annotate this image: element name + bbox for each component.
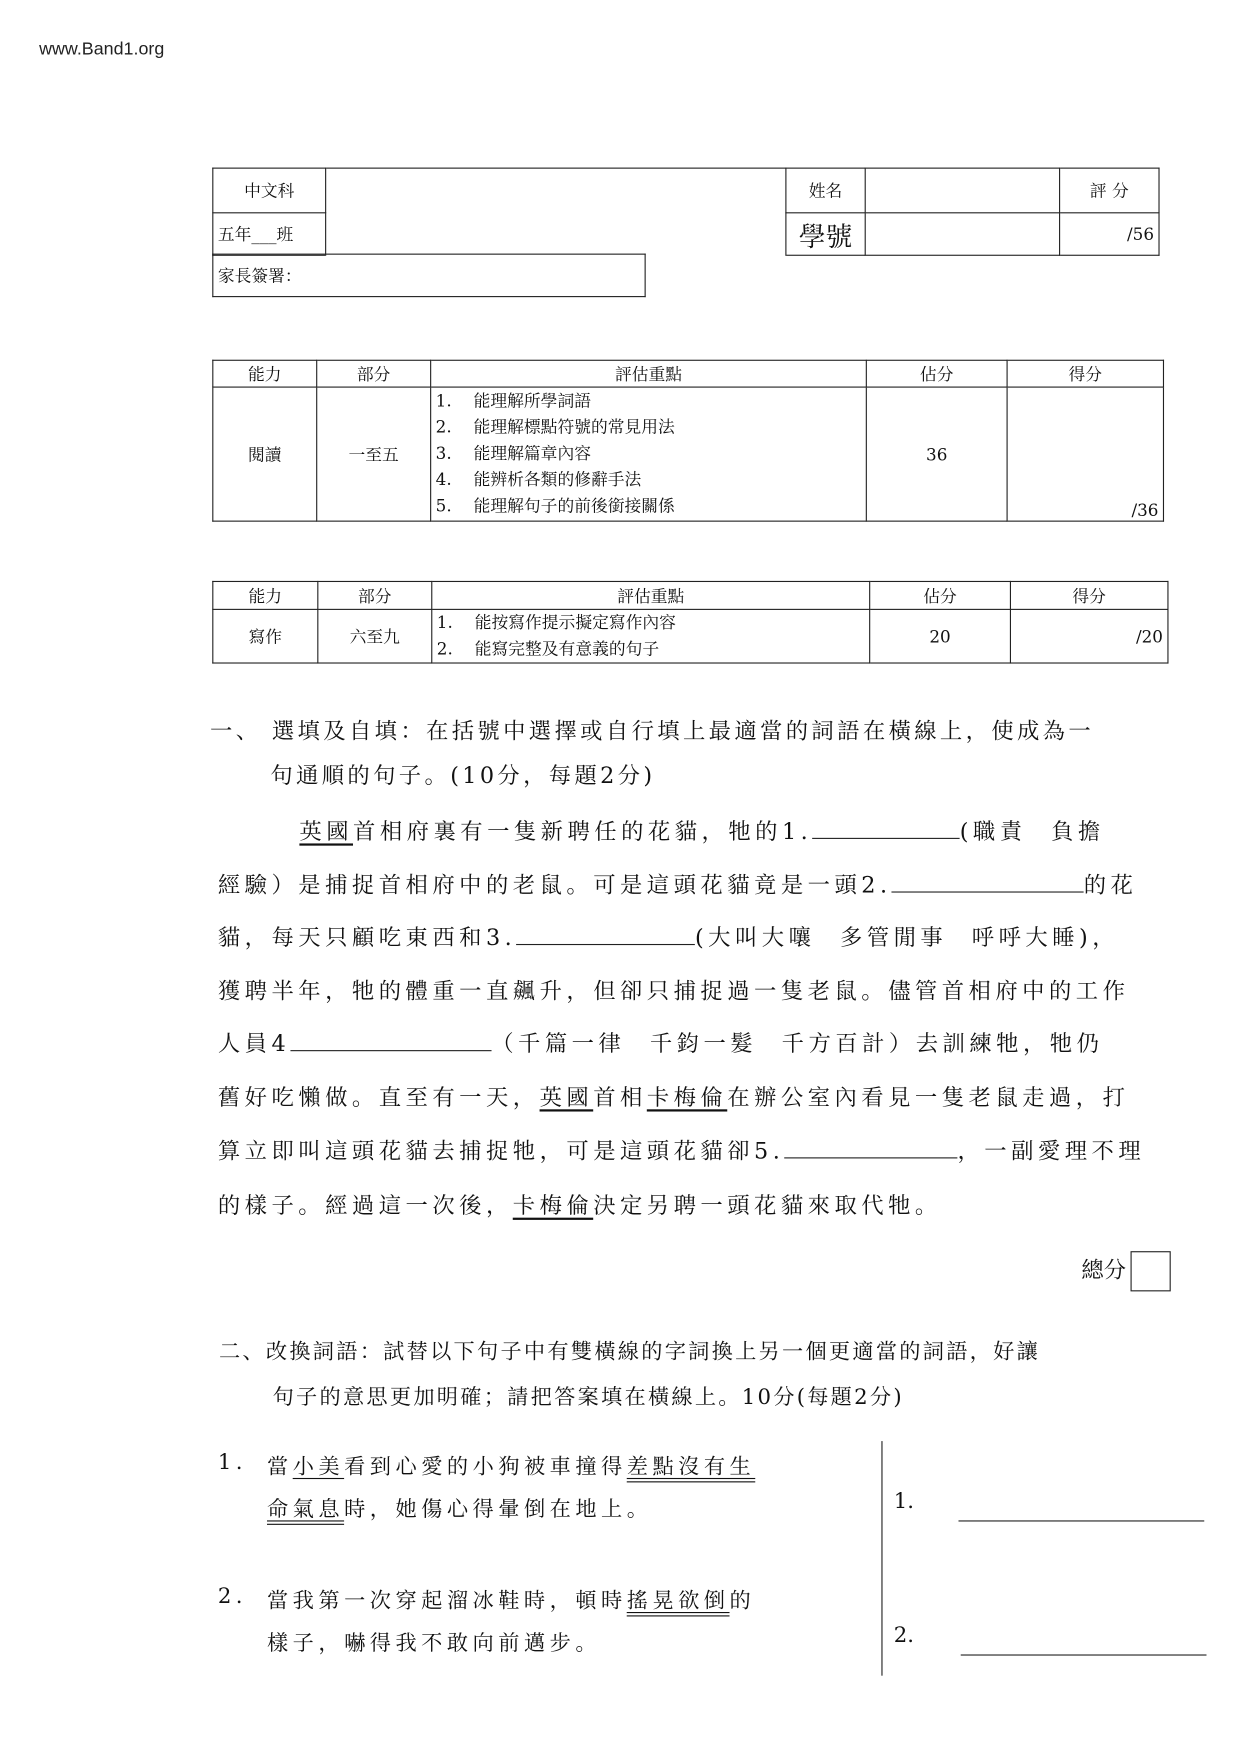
proper-noun: 小美 [292, 1454, 345, 1480]
criterion-text: 能按寫作提示擬定寫作內容 [474, 612, 676, 633]
text-segment: 時，她傷心得暈倒在地上。 [344, 1496, 653, 1522]
subject-label: 中文科 [213, 168, 326, 213]
col-header: 能力 [213, 581, 318, 609]
text-segment: ，一副愛理不理 [957, 1137, 1146, 1165]
col-header: 部分 [317, 360, 431, 387]
parent-signature-field[interactable]: 家長簽署： [213, 254, 645, 296]
writing-assessment-table [212, 581, 1168, 664]
col-header: 能力 [213, 360, 317, 387]
passage-line [218, 1187, 942, 1219]
text-segment: 負擔 [1051, 817, 1105, 845]
criterion [436, 441, 862, 467]
text-segment: 在辦公室內看見一隻老鼠走過，打 [727, 1083, 1130, 1111]
student-info-table [212, 168, 1159, 256]
answer-number: 1. [893, 1489, 914, 1514]
criterion-text: 能理解句子的前後銜接關係 [473, 495, 675, 516]
text-segment: 當我第一次穿起溜冰鞋時，頓時 [266, 1588, 627, 1614]
text-segment: 千方百計）去訓練牠，牠仍 [781, 1029, 1104, 1057]
name-label: 姓名 [786, 168, 865, 213]
criterion [436, 388, 862, 414]
text-segment: 千鈞一髮 [649, 1029, 758, 1057]
proper-noun: 英國 [299, 817, 354, 845]
criteria-list [431, 387, 867, 521]
blank-cell [326, 168, 786, 255]
criterion [436, 415, 862, 441]
proper-noun: 卡梅倫 [512, 1191, 594, 1219]
passage-line [299, 813, 1104, 845]
text-segment: 首相府裏有一隻新聘任的花貓，牠的1. [353, 817, 813, 845]
text-segment: 當 [266, 1454, 293, 1480]
name-field[interactable] [865, 168, 1059, 213]
criterion-text: 能理解所學詞語 [473, 390, 591, 411]
text-segment: 的花 [1083, 871, 1138, 899]
points: 20 [870, 609, 1011, 663]
col-header: 佔分 [866, 360, 1007, 387]
student-id-field[interactable] [865, 213, 1059, 255]
ability: 寫作 [213, 609, 318, 663]
text-segment: (職責 [959, 817, 1027, 845]
answer-divider [881, 1441, 882, 1676]
answer-number: 2. [893, 1623, 914, 1648]
total-score-box[interactable] [1131, 1251, 1171, 1291]
question-number: 1. [217, 1450, 248, 1475]
text-segment: 貓，每天只顧吃東西和3. [217, 923, 517, 951]
site-watermark: www.Band1.org [39, 40, 165, 60]
answer-line-1[interactable] [958, 1520, 1204, 1521]
col-header: 得分 [1007, 360, 1163, 387]
passage-line [218, 1133, 1145, 1165]
text-segment: 看到心愛的小狗被車撞得 [344, 1454, 627, 1480]
text-segment: 人員4 [217, 1029, 291, 1057]
text-segment: 多管閒事 [839, 923, 948, 951]
criterion-text: 能理解標點符號的常見用法 [473, 416, 675, 438]
text-segment: 的樣子。經過這一次後， [217, 1191, 513, 1219]
col-header: 評估重點 [431, 360, 867, 387]
double-underlined-phrase: 差點沒有生 [626, 1454, 756, 1480]
section1-heading: 一、 選填及自填：在括號中選擇或自行填上最適當的詞語在橫線上，使成為一 [210, 717, 1095, 745]
col-header: 評估重點 [432, 581, 870, 609]
text-segment: 算立即叫這頭花貓去捕捉牠，可是這頭花貓卻5. [217, 1137, 785, 1165]
score-field[interactable]: /36 [1007, 387, 1163, 521]
col-header: 得分 [1010, 581, 1168, 609]
part: 一至五 [317, 387, 431, 521]
text-segment: 呼呼大睡)， [971, 923, 1120, 951]
col-header: 部分 [318, 581, 432, 609]
proper-noun: 英國 [539, 1083, 594, 1111]
fill-blank[interactable] [516, 924, 695, 945]
criterion-number: 1. [435, 390, 452, 411]
criterion [437, 636, 865, 662]
question-number: 2. [217, 1584, 248, 1609]
answer-line-2[interactable] [961, 1654, 1207, 1655]
criterion-text: 能理解篇章內容 [473, 443, 591, 464]
section2-heading: 二、改換詞語：試替以下句子中有雙橫線的字詞換上另一個更適當的詞語，好讓 [218, 1339, 1041, 1365]
fill-blank[interactable] [812, 818, 959, 839]
class-label: 五年___班 [213, 213, 326, 255]
score-label: 評 分 [1060, 168, 1159, 213]
passage-line [218, 1026, 1104, 1058]
text-segment: 首相 [593, 1083, 647, 1111]
points: 36 [866, 387, 1007, 521]
question-line [267, 1450, 755, 1480]
double-underlined-phrase: 搖晃欲倒 [626, 1588, 730, 1614]
text-segment: 樣子，嚇得我不敢向前邁步。 [266, 1630, 602, 1656]
proper-noun: 卡梅倫 [646, 1083, 728, 1111]
reading-assessment-table [212, 360, 1164, 522]
text-segment: 的 [729, 1588, 756, 1614]
section1-total [1081, 1251, 1170, 1291]
fill-blank[interactable] [290, 1030, 491, 1051]
section1-instructions: 句通順的句子。(10分，每題2分) [270, 761, 656, 789]
question-line [267, 1584, 755, 1614]
text-segment: 獲聘半年，牠的體重一直飆升，但卻只捕捉過一隻老鼠。儘管首相府中的工作 [217, 977, 1130, 1005]
text-segment: 舊好吃懶做。直至有一天， [217, 1083, 540, 1111]
score-field[interactable]: /20 [1010, 609, 1168, 663]
text-segment: 經驗）是捕捉首相府中的老鼠。可是這頭花貓竟是一頭2. [217, 871, 892, 899]
criterion-number: 4. [435, 469, 452, 490]
question-line [267, 1627, 601, 1657]
total-label: 總分 [1081, 1256, 1127, 1284]
criterion [436, 467, 862, 493]
ability: 閱讀 [213, 387, 317, 521]
text-segment: (大叫大嚷 [694, 923, 816, 951]
criterion-text: 能辨析各類的修辭手法 [473, 469, 642, 490]
criterion-text: 能寫完整及有意義的句子 [474, 638, 660, 659]
criterion-number: 2. [435, 416, 452, 438]
parent-signature-table [212, 254, 645, 298]
col-header: 佔分 [870, 581, 1011, 609]
passage-line [218, 919, 1119, 951]
text-segment: 決定另聘一頭花貓來取代牠。 [593, 1191, 942, 1219]
text-segment: （千篇一律 [491, 1029, 626, 1057]
fill-blank[interactable] [784, 1137, 957, 1158]
section2-instructions: 句子的意思更加明確；請把答案填在橫線上。10分(每題2分) [272, 1385, 904, 1410]
passage-line [218, 1079, 1130, 1111]
passage-line [218, 973, 1130, 1005]
criterion [436, 493, 862, 519]
criteria-list [432, 609, 870, 663]
criterion-number: 5. [435, 495, 452, 516]
total-score: /56 [1060, 213, 1159, 255]
double-underlined-phrase: 命氣息 [266, 1496, 345, 1522]
passage-line [218, 867, 1137, 899]
criterion-number: 3. [435, 443, 452, 464]
fill-blank[interactable] [892, 871, 1084, 892]
part: 六至九 [318, 609, 432, 663]
criterion-number: 2. [436, 638, 453, 659]
question-line [267, 1492, 652, 1522]
student-id-label: 學號 [786, 213, 865, 255]
criterion [437, 610, 865, 636]
criterion-number: 1. [436, 612, 453, 633]
